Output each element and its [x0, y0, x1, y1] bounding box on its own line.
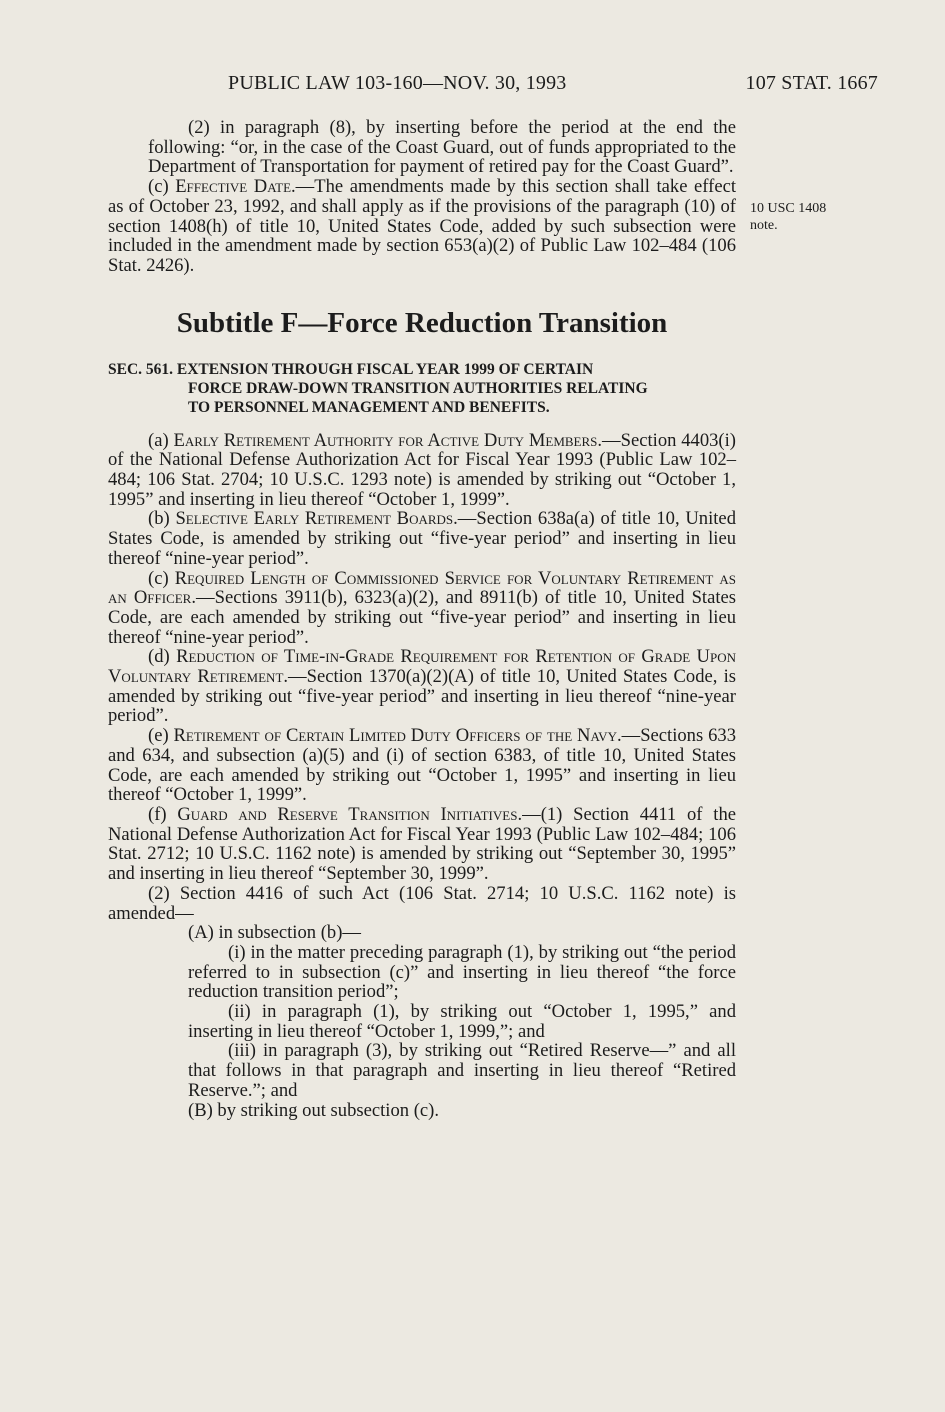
margin-note-citation: 10 USC 1408: [750, 201, 827, 216]
subsection-b-text: .—Section 638a(a) of title 10, United States Code, is amended by striking out “five-year period” and inserting in lieu thereof “nine-year period”.: [108, 508, 736, 569]
effective-date-paragraph: [108, 177, 736, 276]
section-heading-line2: FORCE DRAW-DOWN TRANSITION AUTHORITIES RELATING: [188, 379, 648, 397]
subsection-c: [108, 569, 736, 648]
subsection-a: [108, 431, 736, 510]
subsection-d-heading: Reduction of Time-in-Grade Requirement for Retention of Grade Upon Voluntary Retirement: [108, 646, 736, 688]
subsection-e-heading: Retirement of Certain Limited Duty Officers of the Navy: [173, 725, 617, 747]
subsection-a-label: (a): [148, 429, 174, 451]
margin-note: [750, 200, 870, 234]
clause-A: (A) in subsection (b)—: [188, 922, 361, 944]
subsection-f-paragraph-2: (2) Section 4416 of such Act (106 Stat. 2714; 10 U.S.C. 1162 note) is amended—: [108, 882, 736, 924]
subsection-c-text: .—Sections 3911(b), 6323(a)(2), and 8911(b) of title 10, United States Code, are each amended by striking out “five-year period” and inserting in lieu thereof “nine-year period”.: [108, 587, 736, 648]
subsection-b-heading: Selective Early Retirement Boards: [175, 508, 454, 530]
subsection-a-heading: Early Retirement Authority for Active Duty Members: [173, 429, 598, 451]
paragraph-8-amendment: (2) in paragraph (8), by inserting before the period at the end the following: “or, in the case of the Coast Guard, out of funds appropriated to the Department of Transportation for payment of retired pay for the Coast Guard”.: [148, 117, 736, 178]
section-heading-line1: SEC. 561. EXTENSION THROUGH FISCAL YEAR 1999 OF CERTAIN: [108, 360, 594, 378]
subsection-e: [108, 726, 736, 805]
subsection-f-text: .—(1) Section 4411 of the National Defense Authorization Act for Fiscal Year 1993 (Public Law 102–484; 106 Stat. 2712; 10 U.S.C. 1162 note) is amended by striking out “September 30, 1995” and inserting in lieu thereof “September 30, 1999”.: [108, 803, 736, 885]
subsection-c-heading: Required Length of Commissioned Service for Voluntary Retirement as an Officer: [108, 567, 736, 609]
clause-A-iii: (iii) in paragraph (3), by striking out “Retired Reserve—” and all that follows in that paragraph and inserting in lieu thereof “Retired Reserve.”; and: [188, 1040, 736, 1101]
section-heading: [108, 360, 736, 417]
header-law-citation: PUBLIC LAW 103-160—NOV. 30, 1993: [228, 72, 567, 94]
clause-A-i: (i) in the matter preceding paragraph (1), by striking out “the period referred to in subsection (c)” and inserting in lieu thereof “the force reduction transition period”;: [188, 941, 736, 1003]
subsection-d: [108, 647, 736, 726]
clause-A-ii: (ii) in paragraph (1), by striking out “October 1, 1995,” and inserting in lieu thereof “October 1, 1999,”; and: [188, 1001, 736, 1042]
subsection-a-text: .—Section 4403(i) of the National Defense Authorization Act for Fiscal Year 1993 (Public Law 102–484; 106 Stat. 2704; 10 U.S.C. 1293 note) is amended by striking out “October 1, 1995” and inserting in lieu thereof “October 1, 1999”.: [108, 429, 736, 510]
effective-date-label: (c): [148, 176, 176, 198]
margin-note-label: note.: [750, 218, 778, 233]
subsection-b-label: (b): [148, 508, 176, 530]
subtitle-heading: Subtitle F—Force Reduction Transition: [176, 306, 668, 339]
section-heading-line3: TO PERSONNEL MANAGEMENT AND BENEFITS.: [188, 398, 550, 416]
clause-B: (B) by striking out subsection (c).: [188, 1099, 439, 1121]
subsection-f-label: (f): [148, 803, 178, 825]
subsection-c-label: (c): [148, 567, 175, 589]
header-stat-page: 107 STAT. 1667: [745, 72, 878, 94]
subsection-d-label: (d): [148, 646, 177, 668]
subsection-e-text: .—Sections 633 and 634, and subsection (a)(5) and (i) of section 6383, of title 10, United States Code, are each amended by striking out “October 1, 1995” and inserting in lieu thereof “October 1, 1999”.: [108, 725, 736, 806]
effective-date-text: .—The amendments made by this section shall take effect as of October 23, 1992, and shall apply as if the provisions of the paragraph (10) of section 1408(h) of title 10, United States Code, added by such subsection were included in the amendment made by section 653(a)(2) of Public Law 102–484 (106 Stat. 2426).: [108, 176, 736, 276]
document-body: [108, 118, 736, 1120]
subsection-b: [108, 509, 736, 568]
subsection-f-heading: Guard and Reserve Transition Initiatives: [177, 803, 518, 825]
page-header: [108, 72, 878, 100]
subsection-d-text: .—Section 1370(a)(2)(A) of title 10, United States Code, is amended by striking out “five-year period” and inserting in lieu thereof “nine-year period”.: [108, 666, 736, 727]
effective-date-heading: Effective Date: [175, 176, 292, 198]
subsection-e-label: (e): [148, 725, 174, 747]
subsection-f: [108, 805, 736, 884]
